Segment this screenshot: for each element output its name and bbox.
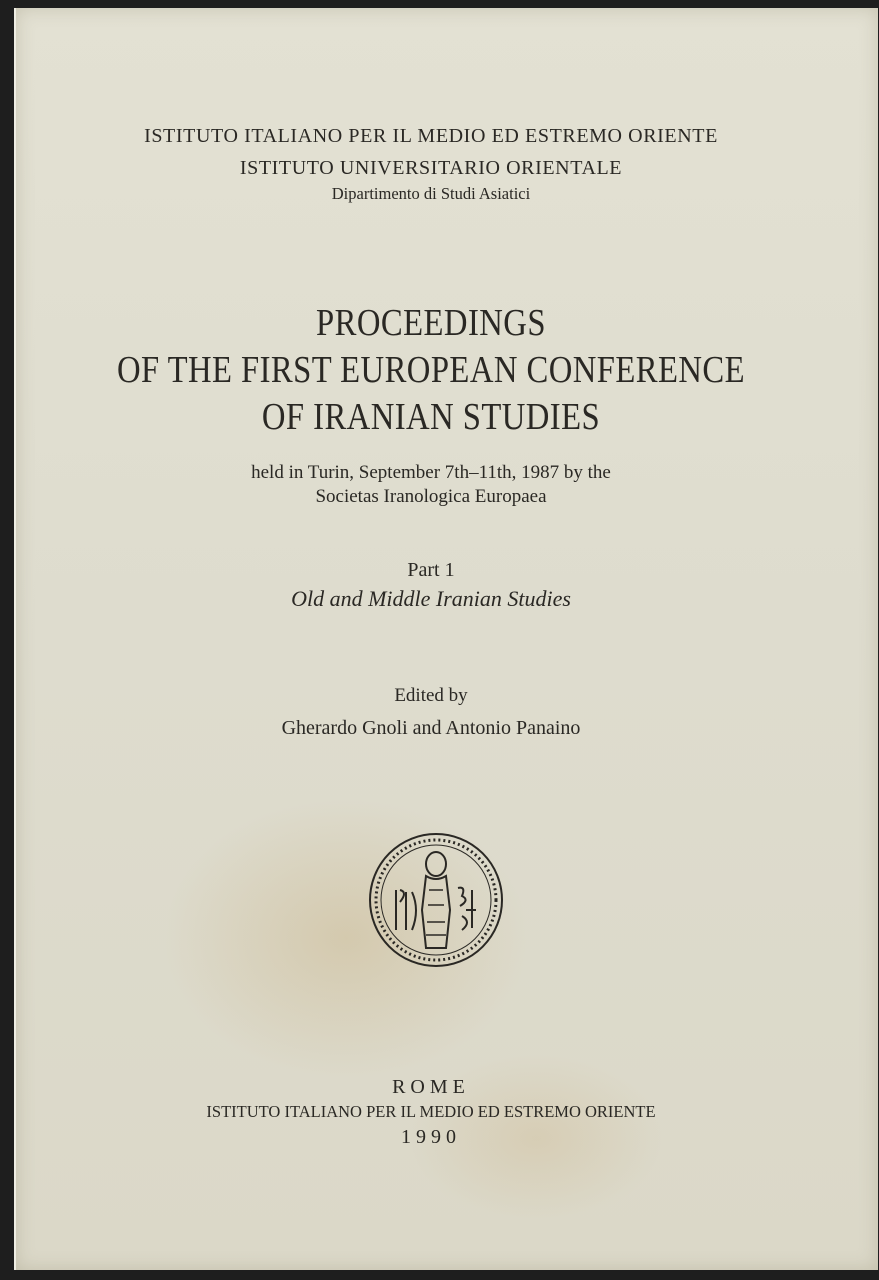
imprint-publisher: ISTITUTO ITALIANO PER IL MEDIO ED ESTREMO ORIENTE	[206, 1102, 656, 1121]
title-line-2: OF THE FIRST EUROPEAN CONFERENCE	[116, 349, 746, 391]
title-line-1: PROCEEDINGS	[316, 302, 546, 344]
part-label: Part 1	[407, 559, 455, 581]
part-subtitle: Old and Middle Iranian Studies	[291, 586, 571, 611]
imprint-city: ROME	[392, 1076, 470, 1098]
institution-line-1: ISTITUTO ITALIANO PER IL MEDIO ED ESTREMO ORIENTE	[144, 125, 718, 147]
institution-line-2: ISTITUTO UNIVERSITARIO ORIENTALE	[239, 157, 623, 179]
title-line-3: OF IRANIAN STUDIES	[261, 396, 601, 438]
imprint-year: 1990	[401, 1126, 461, 1148]
editor-names: Gherardo Gnoli and Antonio Panaino	[281, 717, 581, 739]
department-name: Dipartimento di Studi Asiatici	[331, 184, 531, 203]
edited-by-label: Edited by	[394, 685, 468, 706]
coin-emblem-icon	[366, 830, 506, 975]
held-line-2: Societas Iranologica Europaea	[315, 486, 547, 507]
book-cover	[14, 8, 878, 1270]
held-line-1: held in Turin, September 7th–11th, 1987 by the	[251, 462, 611, 483]
